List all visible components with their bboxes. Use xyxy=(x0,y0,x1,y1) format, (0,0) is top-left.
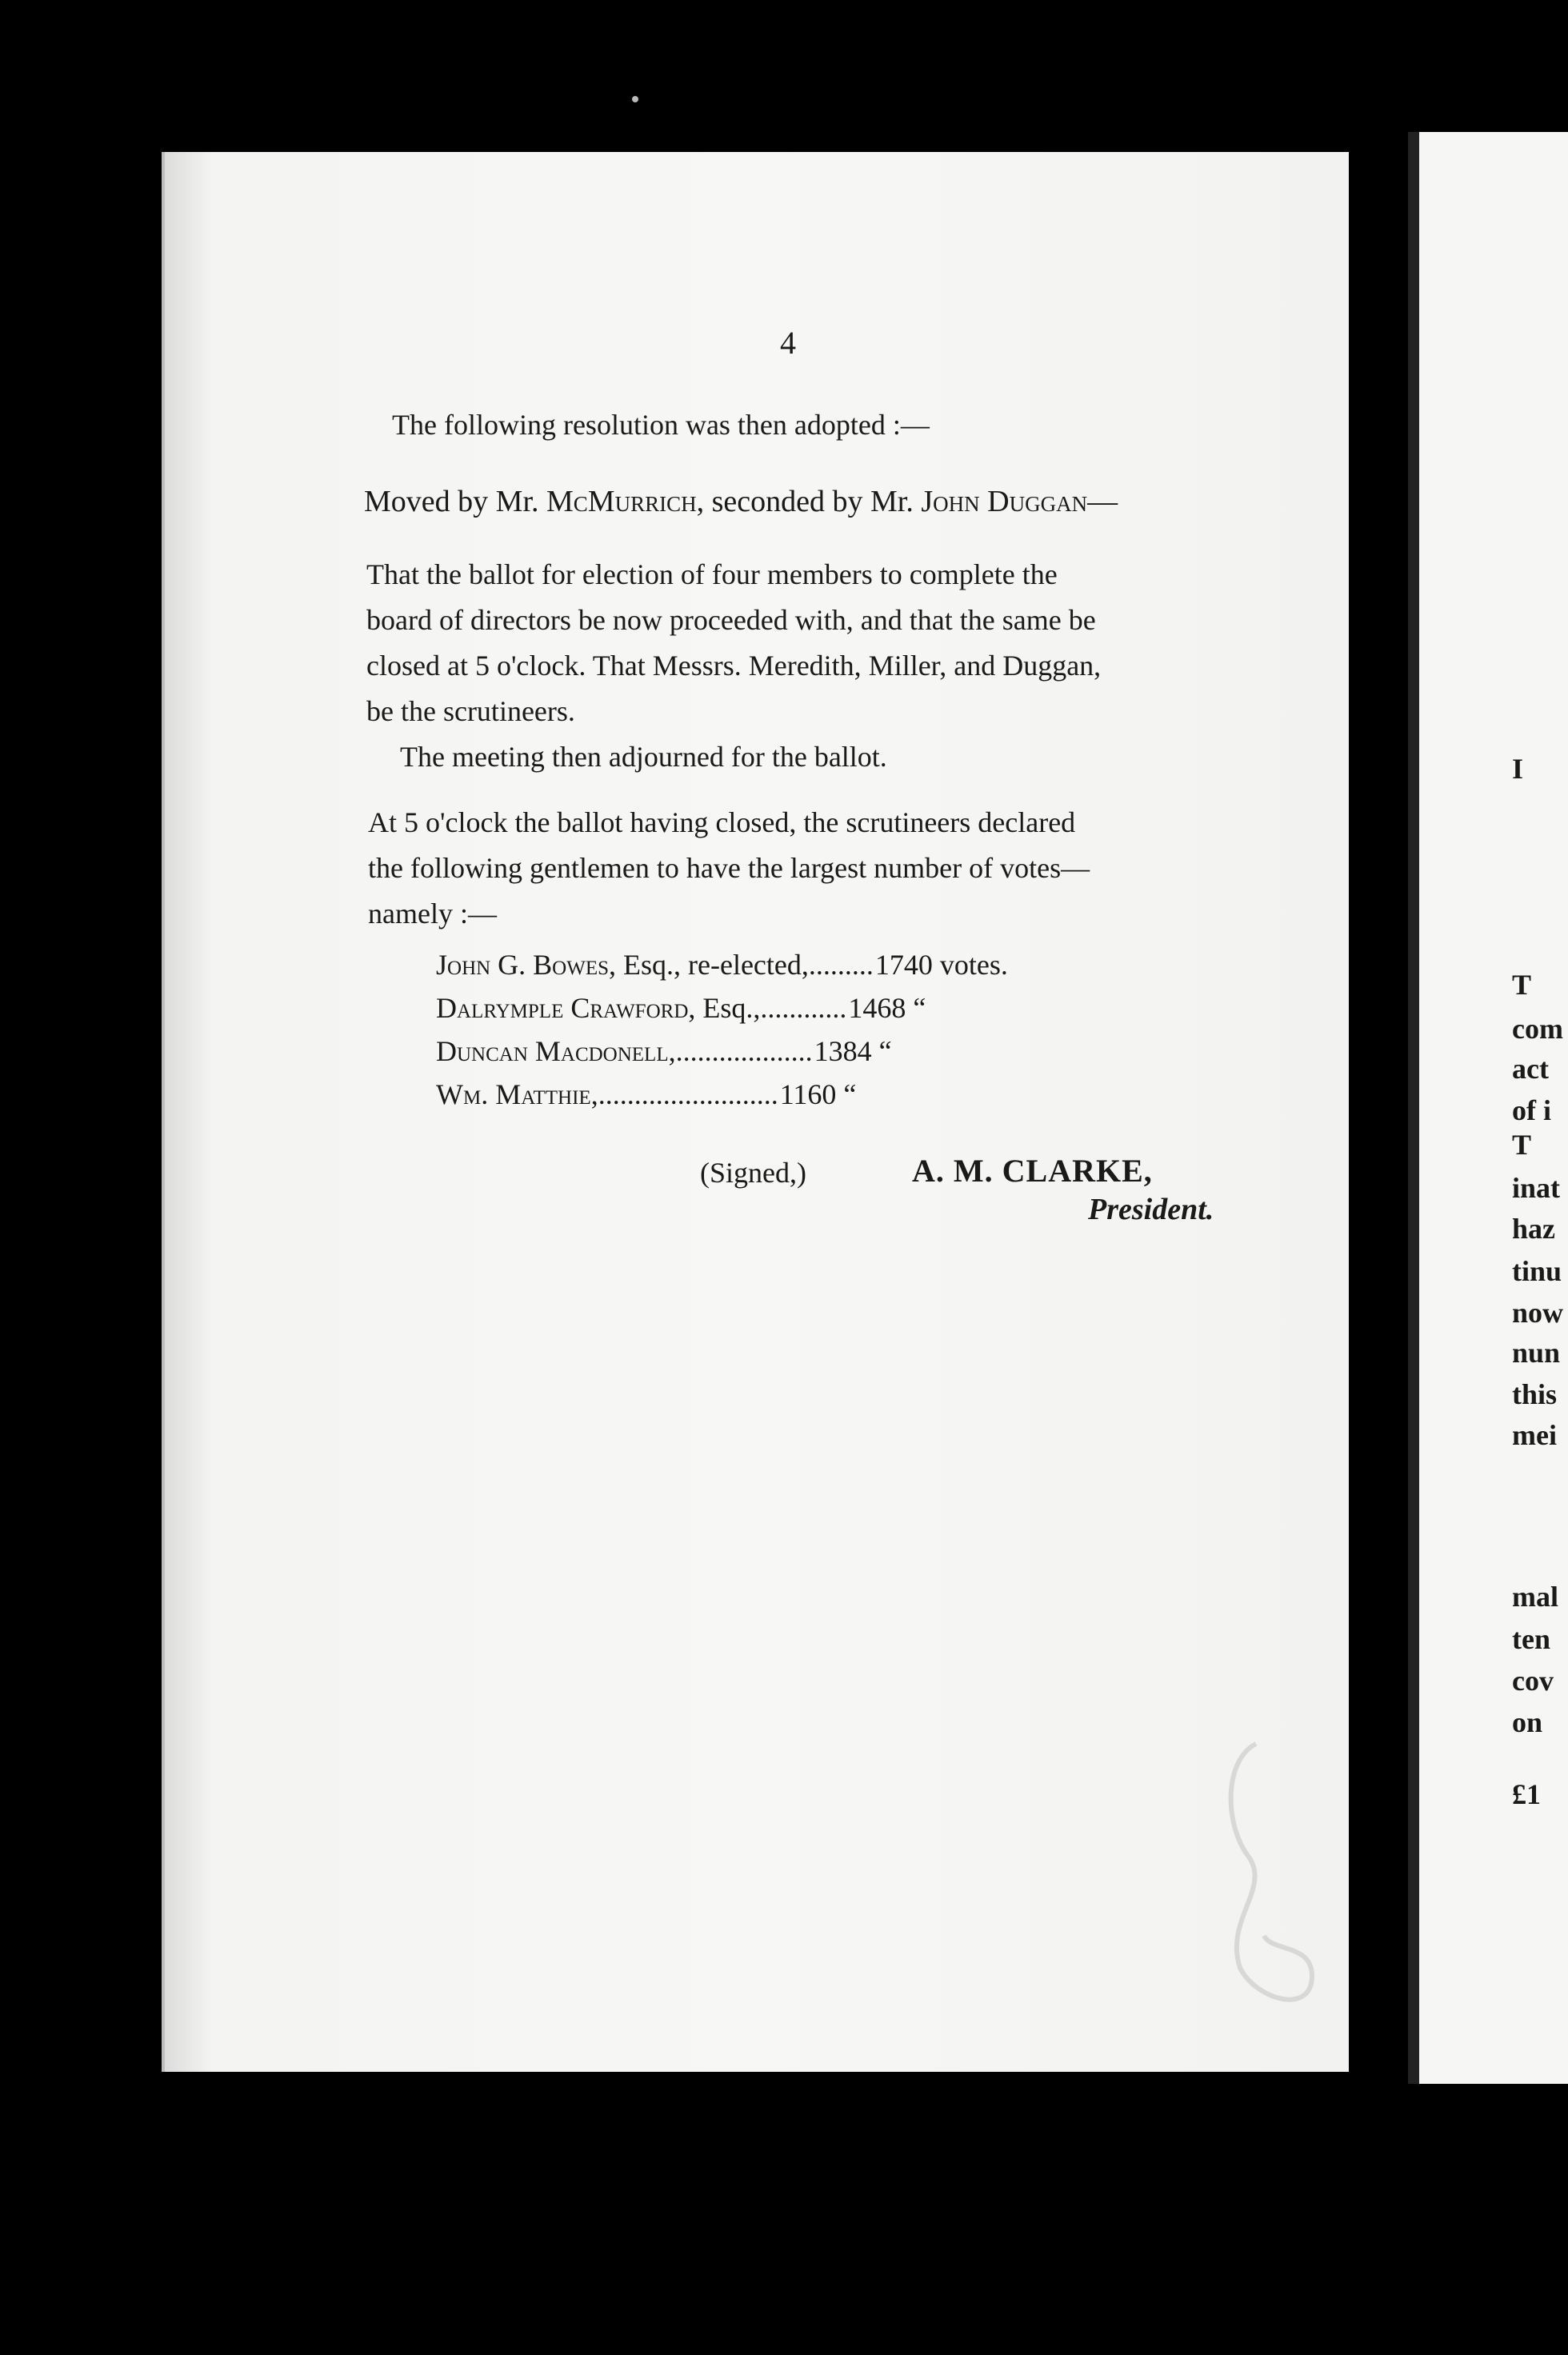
signed-label: (Signed,) xyxy=(700,1157,806,1189)
vote-row xyxy=(436,1078,1008,1121)
right-fragment: cov xyxy=(1512,1665,1554,1697)
vote-row xyxy=(436,991,1008,1034)
right-fragment: tinu xyxy=(1512,1255,1562,1287)
declaration-paragraph xyxy=(368,800,1240,937)
declaration-line: the following gentlemen to have the largest number of votes— xyxy=(368,852,1090,884)
moved-middle: , seconded by Mr. xyxy=(696,485,922,518)
seconder-name: John Duggan xyxy=(921,485,1088,518)
right-fragment: of i xyxy=(1512,1094,1551,1126)
vote-count: 1468 “ xyxy=(848,992,926,1024)
declaration-line: At 5 o'clock the ballot having closed, the scrutineers declared xyxy=(368,806,1076,838)
moved-line xyxy=(364,484,1118,519)
candidate-suffix: , xyxy=(590,1078,598,1110)
page-number: 4 xyxy=(780,325,796,361)
right-fragment: ten xyxy=(1512,1623,1550,1655)
vote-count: 1384 “ xyxy=(814,1035,892,1067)
candidate-name: Wm. Matthie xyxy=(436,1078,591,1110)
right-fragment: haz xyxy=(1512,1213,1555,1245)
right-fragment: mal xyxy=(1512,1581,1558,1613)
candidate-suffix: , Esq., re-elected, xyxy=(609,949,809,981)
signatory-name: A. M. CLARKE, xyxy=(912,1153,1153,1189)
votes-list xyxy=(436,948,1008,1121)
declaration-line: namely :— xyxy=(368,898,497,930)
leader-dots: ......... xyxy=(808,949,874,981)
resolution-line: board of directors be now proceeded with, and that the same be xyxy=(366,604,1096,636)
resolution-line: closed at 5 o'clock. That Messrs. Meredith, Miller, and Duggan, xyxy=(366,650,1102,682)
vote-count: 1740 votes. xyxy=(874,949,1008,981)
candidate-suffix: , Esq., xyxy=(688,992,761,1024)
right-fragment: T xyxy=(1512,969,1532,1001)
resolution-paragraph xyxy=(366,552,1238,734)
right-fragment: £1 xyxy=(1512,1778,1541,1810)
candidate-name: Dalrymple Crawford xyxy=(436,992,689,1024)
moved-suffix: — xyxy=(1087,485,1118,518)
thread-mark xyxy=(1176,1728,1336,2032)
moved-prefix: Moved by Mr. xyxy=(364,485,546,518)
mover-name: McMurrich xyxy=(546,485,697,518)
right-fragment: mei xyxy=(1512,1419,1557,1451)
right-fragment: act xyxy=(1512,1053,1549,1085)
intro-line: The following resolution was then adopted :— xyxy=(392,409,930,441)
right-fragment: now xyxy=(1512,1297,1564,1329)
vote-row xyxy=(436,1034,1008,1078)
right-fragment: this xyxy=(1512,1378,1558,1410)
leader-dots: ............ xyxy=(760,992,847,1024)
right-fragment: T xyxy=(1512,1129,1532,1161)
resolution-line: be the scrutineers. xyxy=(366,695,575,727)
leader-dots: ......................... xyxy=(598,1078,778,1110)
resolution-line: That the ballot for election of four members to complete the xyxy=(366,558,1058,590)
candidate-name: John G. Bowes xyxy=(436,949,610,981)
leader-dots: ................... xyxy=(675,1035,813,1067)
right-fragment: com xyxy=(1512,1013,1563,1045)
adjourned-line: The meeting then adjourned for the ballot. xyxy=(400,741,887,773)
right-fragment: inat xyxy=(1512,1172,1561,1204)
candidate-suffix: , xyxy=(668,1035,676,1067)
signatory-title: President. xyxy=(1088,1193,1214,1226)
right-fragment: on xyxy=(1512,1706,1543,1738)
candidate-name: Duncan Macdonell xyxy=(436,1035,669,1067)
right-fragment: I xyxy=(1512,753,1524,785)
vote-count: 1160 “ xyxy=(779,1078,857,1110)
right-fragment: nun xyxy=(1512,1337,1561,1369)
vote-row xyxy=(436,948,1008,991)
speck xyxy=(632,96,638,102)
